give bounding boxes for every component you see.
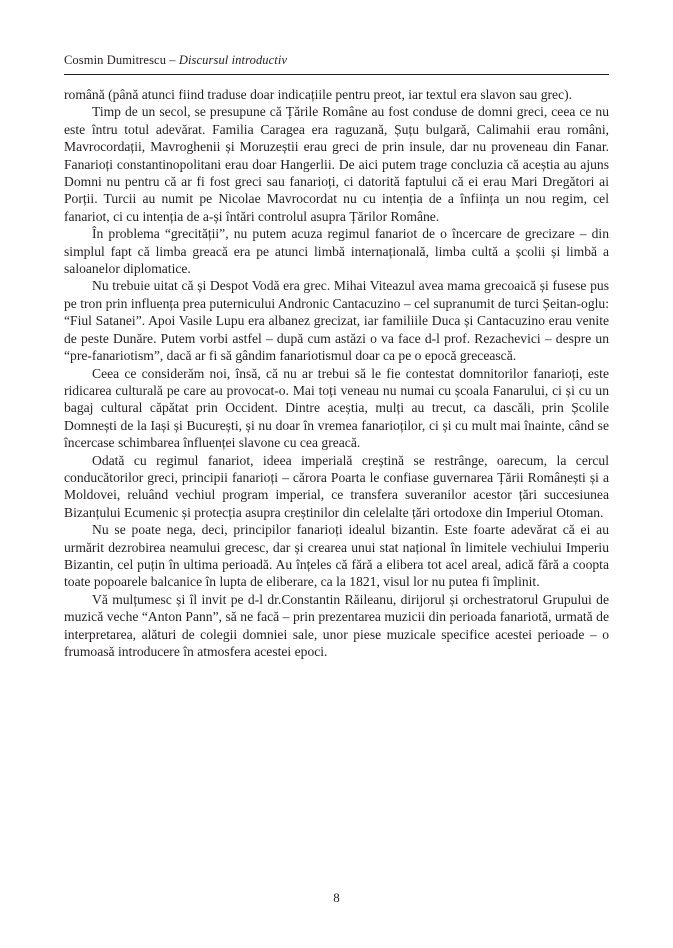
paragraph-6: Odată cu regimul fanariot, ideea imperială creștină se restrânge, oarecum, la cercul conducătorilor greci, principii fanarioți – cărora Poarta le confiase guvernarea Țării Românești și a Moldovei, reluând vechiul program imperial, ce transfera suveranilor acestor țări succesiunea Bizanțului Ecumenic și protecția asupra creștinilor din celelalte țări ortodoxe din Imperiul Otoman. bbox=[64, 452, 609, 520]
paragraph-5: Ceea ce considerăm noi, însă, că nu ar trebui să le fie contestat domnitorilor fanarioți, este ridicarea culturală pe care au provocat-o. Mai toți veneau nu numai cu școala Fanarului, ci și cu un bagaj cultural căpătat prin Occident. Dintre aceștia, mulți au trecut, ca dascăli, prin Școlile Domnești de la Iași și București, și nu doar în vremea fanarioților, ci și cu mult mai înainte, când se încercase schimbarea înfluenței slavone cu cea greacă. bbox=[64, 365, 609, 451]
paragraph-4: Nu trebuie uitat că și Despot Vodă era grec. Mihai Viteazul avea mama grecoaică și fusese pus pe tron prin influența prea puternicului Andronic Cantacuzino – cel supranumit de turci Șeitan-oglu: “Fiul Satanei”. Apoi Vasile Lupu era albanez grecizat, iar familiile Duca și Cantacuzino erau venite de peste Dunăre. Putem vorbi astfel – după cum astăzi o va face d-l prof. Rezachevici – despre un “pre-fanariotism”, dacă ar fi să gândim fanariotismul doar ca pe o epocă grecească. bbox=[64, 278, 609, 364]
paragraph-1: română (până atunci fiind traduse doar indicațiile pentru preot, iar textul era slavon sau grec). bbox=[64, 87, 573, 102]
running-header bbox=[64, 53, 287, 68]
paragraph-3: În problema “grecității”, nu putem acuza regimul fanariot de o încercare de grecizare – din simplul fapt că limba greacă era pe atunci limbă internațională, limba cultă a școlii și limbă a saloanelor diplomatice. bbox=[64, 226, 609, 277]
header-author: Cosmin Dumitrescu bbox=[64, 53, 167, 67]
paragraph-8: Vă mulțumesc și îl invit pe d-l dr.Constantin Răileanu, dirijorul și orchestratorul Grupului de muzică veche “Anton Pann”, să ne facă – prin prezentarea muzicii din perioada fanariotă, urmată de interpretarea, alături de colegii domniei sale, unor piese muzicale specifice acestei perioade – o frumoasă introducere în atmosfera acestei epoci. bbox=[64, 591, 609, 659]
paragraph-2: Timp de un secol, se presupune că Țările Române au fost conduse de domni greci, ceea ce nu este întru totul adevărat. Familia Caragea era raguzană, Șuțu bulgară, Calimahii erau români, Mavrocordații, Mavroghenii și Moruzeștii erau greci de prin insule, dar nu proveneau din Fanar. Fanarioți constantinopolitani erau doar Hangerlii. De aici putem trage concluzia că aceștia au ajuns Domni nu pentru că ar fi fost greci sau fanarioți, ci datorită faptului că ei erau Mari Dregători ai Porții. Turcii au numit pe Nicolae Mavrocordat nu cu intenția de a înființa un nou regim, cel fanariot, ci cu intenția de a-și întări controlul asupra Țărilor Române. bbox=[64, 104, 609, 224]
header-title: Discursul introductiv bbox=[178, 53, 288, 67]
page-body bbox=[64, 86, 609, 660]
paragraph-7: Nu se poate nega, deci, principilor fanarioți idealul bizantin. Este foarte adevărat că ei au urmărit dezrobirea neamului grecesc, dar și crearea unui stat național în limitele vechiului Imperiu Bizantin, cel puțin în ultima perioadă. Au înțeles că fără a elibera tot acel areal, adică fără a coopta toate popoarele balcanice în lupta de eliberare, ca la 1821, visul lor nu putea fi împlinit. bbox=[64, 522, 609, 590]
page-number: 8 bbox=[333, 890, 340, 905]
header-separator: – bbox=[166, 53, 179, 67]
header-rule bbox=[64, 74, 609, 75]
